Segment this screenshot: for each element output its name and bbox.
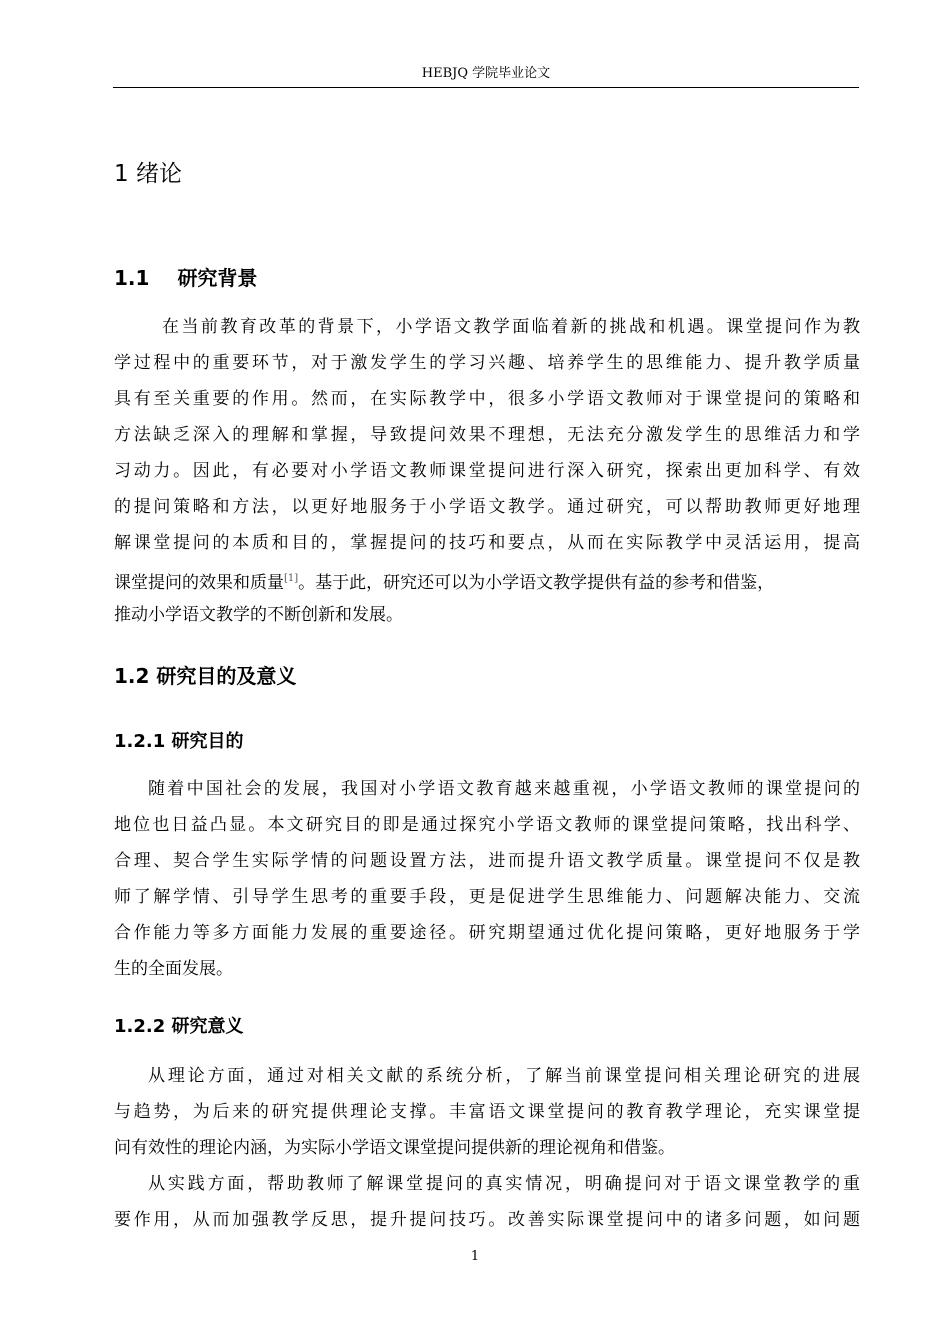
section-1-2-2-paragraph-2 (114, 1166, 860, 1238)
paragraph-line: 要作用，从而加强教学反思，提升提问技巧。改善实际课堂提问中的诸多问题，如问题 (114, 1210, 860, 1230)
section-1-2-2-paragraph-1 (114, 1058, 860, 1166)
paragraph-line: 合作能力等多方面能力发展的重要途径。研究期望通过优化提问策略，更好地服务于学 (114, 923, 860, 943)
paragraph-line: 具有至关重要的作用。然而，在实际教学中，很多小学语文教师对于课堂提问的策略和 (114, 389, 860, 409)
section-1-1-title: 研究背景 (177, 266, 258, 290)
section-1-2-heading: 1.2 研究目的及意义 (114, 664, 297, 688)
paragraph-line: 推动小学语文教学的不断创新和发展。 (114, 605, 403, 625)
line-text: 。基于此，研究还可以为小学语文教学提供有益的参考和借鉴， (298, 573, 775, 593)
paragraph-line-with-citation (114, 561, 860, 597)
line-text: 课堂提问的效果和质量 (114, 573, 284, 593)
chapter-title: 1 绪论 (114, 161, 182, 187)
paragraph-line: 解课堂提问的本质和目的，掌握提问的技巧和要点，从而在实际教学中灵活运用，提高 (114, 533, 860, 553)
paragraph-line: 在当前教育改革的背景下，小学语文教学面临着新的挑战和机遇。课堂提问作为教 (162, 317, 860, 337)
paragraph-line: 地位也日益凸显。本文研究目的即是通过探究小学语文教师的课堂提问策略，找出科学、 (114, 815, 860, 835)
page-number: 1 (470, 1249, 480, 1264)
paragraph-line: 生的全面发展。 (114, 959, 233, 979)
section-1-2-1-paragraph (114, 771, 860, 987)
paragraph-line: 师了解学情、引导学生思考的重要手段，更是促进学生思维能力、问题解决能力、交流 (114, 887, 860, 907)
section-1-1-number: 1.1 (114, 266, 150, 290)
paragraph-line: 的提问策略和方法，以更好地服务于小学语文教学。通过研究，可以帮助教师更好地理 (114, 497, 860, 517)
section-1-2-2-heading: 1.2.2 研究意义 (114, 1016, 244, 1037)
paragraph-line: 问有效性的理论内涵，为实际小学语文课堂提问提供新的理论视角和借鉴。 (114, 1138, 675, 1158)
section-1-2-1-heading: 1.2.1 研究目的 (114, 731, 244, 752)
page-header: HEBJQ 学院毕业论文 (113, 64, 859, 88)
paragraph-line: 从实践方面，帮助教师了解课堂提问的真实情况，明确提问对于语文课堂教学的重 (148, 1174, 860, 1194)
citation-reference[interactable]: [1] (284, 573, 299, 584)
paragraph-line: 从理论方面，通过对相关文献的系统分析，了解当前课堂提问相关理论研究的进展 (148, 1066, 860, 1086)
paragraph-line: 学过程中的重要环节，对于激发学生的学习兴趣、培养学生的思维能力、提升教学质量 (114, 353, 860, 373)
paragraph-line: 方法缺乏深入的理解和掌握，导致提问效果不理想，无法充分激发学生的思维活力和学 (114, 425, 860, 445)
paragraph-line: 合理、契合学生实际学情的问题设置方法，进而提升语文教学质量。课堂提问不仅是教 (114, 851, 860, 871)
section-1-1-heading (114, 262, 257, 291)
paragraph-line: 与趋势，为后来的研究提供理论支撑。丰富语文课堂提问的教育教学理论，充实课堂提 (114, 1102, 860, 1122)
paragraph-line: 随着中国社会的发展，我国对小学语文教育越来越重视，小学语文教师的课堂提问的 (148, 779, 860, 799)
section-1-1-paragraph (114, 309, 860, 633)
paragraph-line: 习动力。因此，有必要对小学语文教师课堂提问进行深入研究，探索出更加科学、有效 (114, 461, 860, 481)
